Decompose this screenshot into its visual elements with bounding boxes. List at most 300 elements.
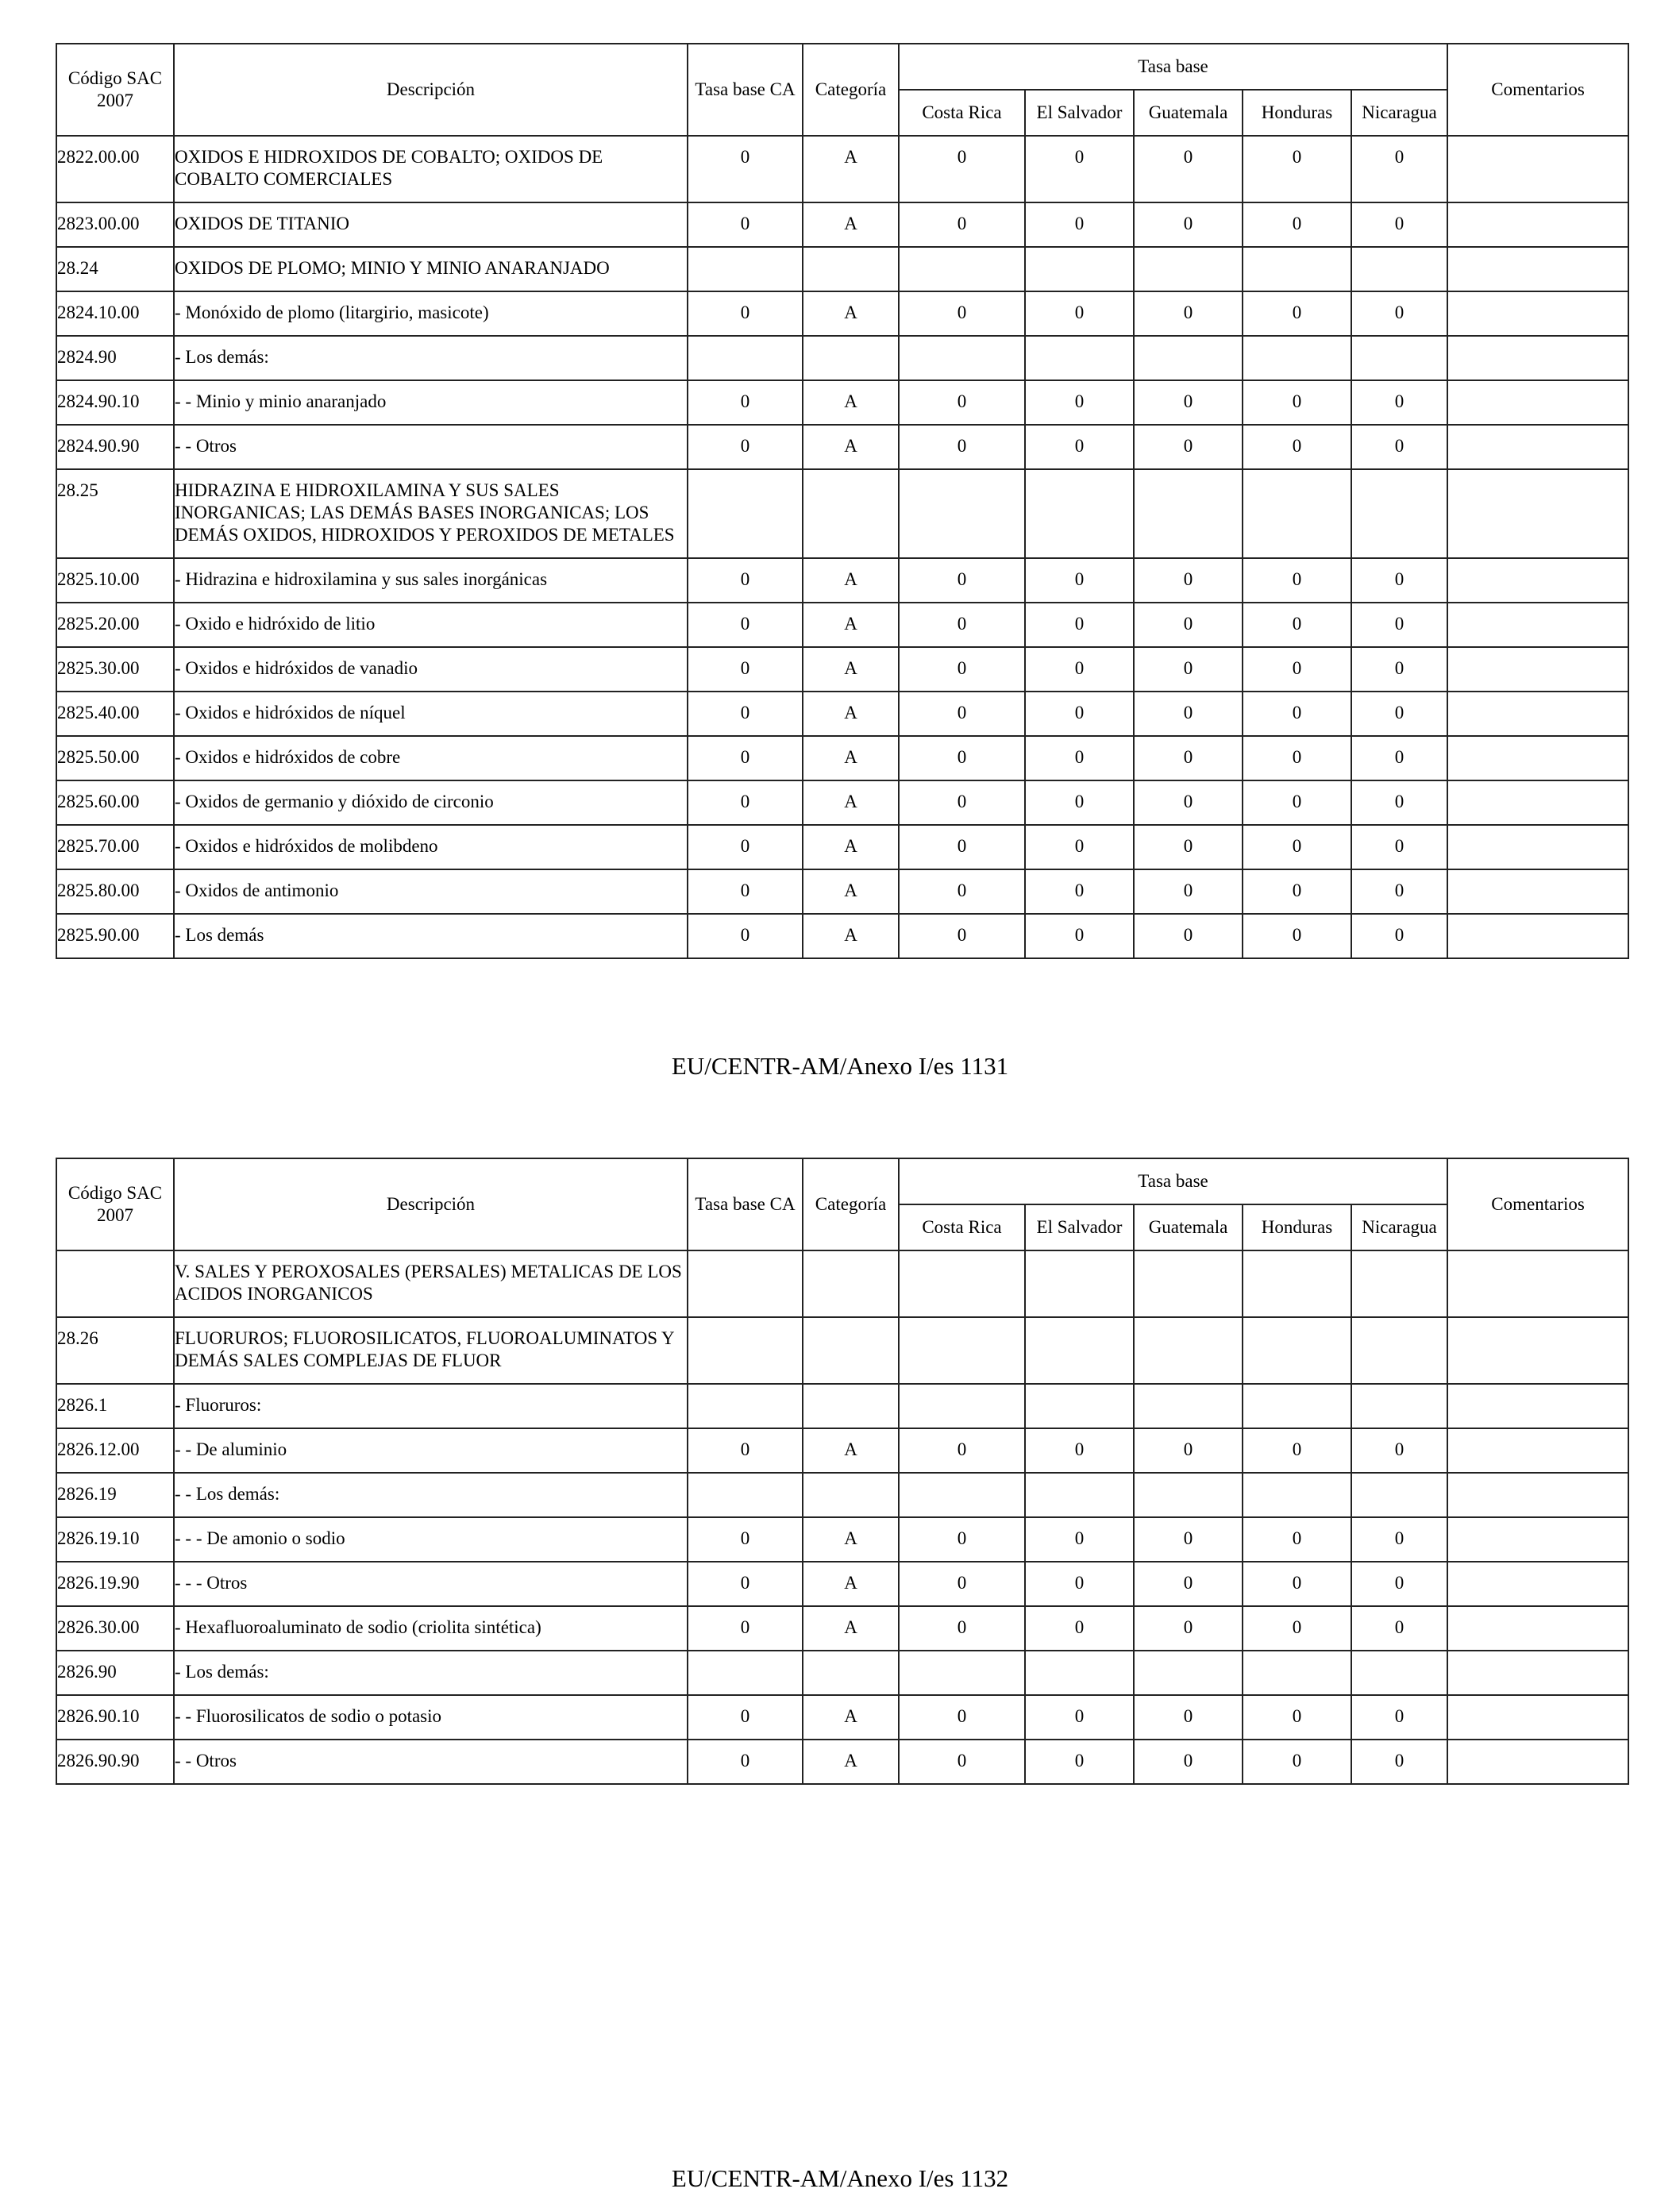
cell-nicaragua: 0	[1351, 692, 1447, 736]
cell-descripcion: - - De aluminio	[174, 1428, 688, 1473]
cell-guatemala: 0	[1134, 780, 1243, 825]
header-comentarios: Comentarios	[1447, 44, 1628, 136]
cell-honduras: 0	[1243, 380, 1351, 425]
cell-tasa-base-ca: 0	[688, 825, 803, 869]
table-row	[56, 425, 1628, 469]
cell-descripcion: V. SALES Y PEROXOSALES (PERSALES) METALICAS DE LOS ACIDOS INORGANICOS	[174, 1250, 688, 1317]
cell-costa-rica	[899, 247, 1025, 291]
header-descripcion: Descripción	[174, 1158, 688, 1250]
cell-costa-rica: 0	[899, 1740, 1025, 1784]
cell-comentarios	[1447, 1428, 1628, 1473]
header-codigo: Código SAC 2007	[56, 44, 174, 136]
cell-descripcion: - - - De amonio o sodio	[174, 1517, 688, 1562]
cell-comentarios	[1447, 647, 1628, 692]
cell-codigo: 2825.30.00	[56, 647, 174, 692]
cell-descripcion: HIDRAZINA E HIDROXILAMINA Y SUS SALES INORGANICAS; LAS DEMÁS BASES INORGANICAS; LOS DEMÁS OXIDOS, HIDROXIDOS Y PEROXIDOS DE METALES	[174, 469, 688, 558]
cell-nicaragua: 0	[1351, 380, 1447, 425]
cell-codigo	[56, 1250, 174, 1317]
cell-costa-rica: 0	[899, 780, 1025, 825]
cell-codigo: 2826.19.90	[56, 1562, 174, 1606]
cell-codigo: 2824.90	[56, 336, 174, 380]
cell-codigo: 2826.90.10	[56, 1695, 174, 1740]
tariff-table-2	[56, 1158, 1629, 1785]
cell-codigo: 2825.90.00	[56, 914, 174, 958]
cell-costa-rica	[899, 469, 1025, 558]
cell-descripcion: FLUORUROS; FLUOROSILICATOS, FLUOROALUMINATOS Y DEMÁS SALES COMPLEJAS DE FLUOR	[174, 1317, 688, 1384]
cell-nicaragua	[1351, 1384, 1447, 1428]
cell-categoria: A	[803, 647, 899, 692]
cell-honduras: 0	[1243, 202, 1351, 247]
cell-codigo: 2824.90.10	[56, 380, 174, 425]
cell-descripcion: - Oxidos e hidróxidos de vanadio	[174, 647, 688, 692]
header-categoria: Categoría	[803, 1158, 899, 1250]
cell-honduras: 0	[1243, 1695, 1351, 1740]
cell-el-salvador: 0	[1025, 1428, 1134, 1473]
cell-nicaragua	[1351, 1317, 1447, 1384]
cell-el-salvador: 0	[1025, 1562, 1134, 1606]
cell-nicaragua: 0	[1351, 825, 1447, 869]
cell-tasa-base-ca: 0	[688, 425, 803, 469]
cell-codigo: 2825.10.00	[56, 558, 174, 603]
header-comentarios: Comentarios	[1447, 1158, 1628, 1250]
cell-el-salvador: 0	[1025, 780, 1134, 825]
cell-descripcion: - - Otros	[174, 425, 688, 469]
cell-descripcion: - - Fluorosilicatos de sodio o potasio	[174, 1695, 688, 1740]
cell-el-salvador: 0	[1025, 1606, 1134, 1651]
cell-nicaragua: 0	[1351, 603, 1447, 647]
cell-guatemala: 0	[1134, 558, 1243, 603]
cell-costa-rica	[899, 336, 1025, 380]
cell-costa-rica: 0	[899, 869, 1025, 914]
cell-el-salvador: 0	[1025, 1695, 1134, 1740]
cell-descripcion: - Oxidos e hidróxidos de molibdeno	[174, 825, 688, 869]
cell-tasa-base-ca: 0	[688, 1517, 803, 1562]
cell-guatemala: 0	[1134, 1562, 1243, 1606]
cell-el-salvador	[1025, 1384, 1134, 1428]
cell-categoria: A	[803, 202, 899, 247]
cell-honduras: 0	[1243, 291, 1351, 336]
cell-codigo: 2826.19	[56, 1473, 174, 1517]
cell-nicaragua: 0	[1351, 1517, 1447, 1562]
cell-el-salvador: 0	[1025, 558, 1134, 603]
cell-comentarios	[1447, 336, 1628, 380]
cell-nicaragua: 0	[1351, 647, 1447, 692]
cell-categoria	[803, 247, 899, 291]
cell-tasa-base-ca: 0	[688, 1428, 803, 1473]
cell-guatemala	[1134, 1473, 1243, 1517]
table-row	[56, 1250, 1628, 1317]
cell-comentarios	[1447, 914, 1628, 958]
table-row	[56, 1740, 1628, 1784]
header-el-salvador: El Salvador	[1025, 90, 1134, 136]
cell-el-salvador: 0	[1025, 136, 1134, 202]
cell-codigo: 2825.60.00	[56, 780, 174, 825]
cell-honduras	[1243, 336, 1351, 380]
cell-descripcion: - Fluoruros:	[174, 1384, 688, 1428]
cell-tasa-base-ca: 0	[688, 647, 803, 692]
cell-codigo: 28.24	[56, 247, 174, 291]
header-costa-rica: Costa Rica	[899, 1204, 1025, 1250]
cell-el-salvador: 0	[1025, 869, 1134, 914]
cell-guatemala	[1134, 1317, 1243, 1384]
cell-tasa-base-ca: 0	[688, 1562, 803, 1606]
cell-nicaragua: 0	[1351, 291, 1447, 336]
cell-guatemala: 0	[1134, 692, 1243, 736]
table-row	[56, 380, 1628, 425]
cell-descripcion: - Hidrazina e hidroxilamina y sus sales inorgánicas	[174, 558, 688, 603]
cell-el-salvador: 0	[1025, 1740, 1134, 1784]
cell-comentarios	[1447, 1606, 1628, 1651]
cell-tasa-base-ca: 0	[688, 1606, 803, 1651]
cell-comentarios	[1447, 1562, 1628, 1606]
cell-guatemala: 0	[1134, 1428, 1243, 1473]
cell-categoria	[803, 336, 899, 380]
cell-codigo: 2826.30.00	[56, 1606, 174, 1651]
cell-categoria	[803, 1651, 899, 1695]
cell-descripcion: - - Los demás:	[174, 1473, 688, 1517]
cell-descripcion: - Oxidos de antimonio	[174, 869, 688, 914]
table-row	[56, 869, 1628, 914]
cell-el-salvador: 0	[1025, 736, 1134, 780]
table-row	[56, 336, 1628, 380]
table-row	[56, 1317, 1628, 1384]
cell-categoria	[803, 1317, 899, 1384]
cell-nicaragua: 0	[1351, 780, 1447, 825]
cell-codigo: 2826.90	[56, 1651, 174, 1695]
cell-descripcion: OXIDOS E HIDROXIDOS DE COBALTO; OXIDOS DE COBALTO COMERCIALES	[174, 136, 688, 202]
cell-el-salvador	[1025, 247, 1134, 291]
cell-codigo: 2825.80.00	[56, 869, 174, 914]
table-row	[56, 692, 1628, 736]
cell-categoria: A	[803, 914, 899, 958]
cell-nicaragua: 0	[1351, 558, 1447, 603]
cell-categoria: A	[803, 825, 899, 869]
cell-comentarios	[1447, 469, 1628, 558]
cell-categoria: A	[803, 869, 899, 914]
table-row	[56, 1651, 1628, 1695]
cell-guatemala: 0	[1134, 736, 1243, 780]
table-row	[56, 647, 1628, 692]
cell-tasa-base-ca: 0	[688, 1740, 803, 1784]
cell-guatemala: 0	[1134, 1740, 1243, 1784]
cell-descripcion: - Los demás:	[174, 1651, 688, 1695]
cell-guatemala: 0	[1134, 1695, 1243, 1740]
cell-guatemala	[1134, 1250, 1243, 1317]
cell-tasa-base-ca	[688, 336, 803, 380]
cell-tasa-base-ca	[688, 247, 803, 291]
cell-descripcion: - Los demás	[174, 914, 688, 958]
table-row	[56, 291, 1628, 336]
cell-codigo: 2825.20.00	[56, 603, 174, 647]
cell-categoria	[803, 469, 899, 558]
cell-comentarios	[1447, 1473, 1628, 1517]
cell-costa-rica	[899, 1384, 1025, 1428]
header-costa-rica: Costa Rica	[899, 90, 1025, 136]
cell-nicaragua: 0	[1351, 1695, 1447, 1740]
cell-el-salvador: 0	[1025, 603, 1134, 647]
cell-categoria: A	[803, 780, 899, 825]
cell-guatemala	[1134, 1384, 1243, 1428]
cell-honduras	[1243, 1250, 1351, 1317]
cell-categoria	[803, 1250, 899, 1317]
cell-comentarios	[1447, 1651, 1628, 1695]
table-body-1	[56, 136, 1628, 958]
cell-descripcion: OXIDOS DE PLOMO; MINIO Y MINIO ANARANJADO	[174, 247, 688, 291]
header-nicaragua: Nicaragua	[1351, 90, 1447, 136]
header-el-salvador: El Salvador	[1025, 1204, 1134, 1250]
table-body-2	[56, 1250, 1628, 1784]
cell-honduras: 0	[1243, 780, 1351, 825]
cell-nicaragua	[1351, 1651, 1447, 1695]
header-tasa-base: Tasa base	[899, 1158, 1447, 1204]
cell-honduras: 0	[1243, 425, 1351, 469]
cell-comentarios	[1447, 780, 1628, 825]
cell-honduras: 0	[1243, 603, 1351, 647]
cell-categoria: A	[803, 558, 899, 603]
cell-tasa-base-ca: 0	[688, 136, 803, 202]
cell-tasa-base-ca	[688, 1250, 803, 1317]
cell-el-salvador	[1025, 336, 1134, 380]
cell-descripcion: - Los demás:	[174, 336, 688, 380]
cell-categoria	[803, 1384, 899, 1428]
cell-categoria: A	[803, 603, 899, 647]
table-row	[56, 780, 1628, 825]
cell-categoria: A	[803, 1428, 899, 1473]
cell-categoria: A	[803, 736, 899, 780]
cell-el-salvador: 0	[1025, 425, 1134, 469]
cell-costa-rica: 0	[899, 291, 1025, 336]
cell-tasa-base-ca: 0	[688, 202, 803, 247]
cell-honduras: 0	[1243, 1740, 1351, 1784]
cell-comentarios	[1447, 1250, 1628, 1317]
table-row	[56, 247, 1628, 291]
header-nicaragua: Nicaragua	[1351, 1204, 1447, 1250]
table-row	[56, 603, 1628, 647]
cell-tasa-base-ca: 0	[688, 914, 803, 958]
cell-categoria: A	[803, 1517, 899, 1562]
table-row	[56, 558, 1628, 603]
table-row	[56, 1606, 1628, 1651]
cell-nicaragua: 0	[1351, 1562, 1447, 1606]
cell-comentarios	[1447, 825, 1628, 869]
cell-nicaragua: 0	[1351, 736, 1447, 780]
cell-descripcion: - Oxido e hidróxido de litio	[174, 603, 688, 647]
table-row	[56, 1473, 1628, 1517]
cell-nicaragua: 0	[1351, 1428, 1447, 1473]
cell-categoria: A	[803, 1740, 899, 1784]
cell-guatemala: 0	[1134, 291, 1243, 336]
cell-honduras	[1243, 1651, 1351, 1695]
cell-honduras: 0	[1243, 914, 1351, 958]
table-row	[56, 1517, 1628, 1562]
cell-categoria	[803, 1473, 899, 1517]
cell-categoria: A	[803, 1606, 899, 1651]
cell-guatemala: 0	[1134, 647, 1243, 692]
cell-codigo: 28.26	[56, 1317, 174, 1384]
page-footer-1131: EU/CENTR-AM/Anexo I/es 1131	[671, 1052, 1009, 1080]
cell-nicaragua: 0	[1351, 136, 1447, 202]
cell-descripcion: - - - Otros	[174, 1562, 688, 1606]
cell-honduras: 0	[1243, 558, 1351, 603]
header-tasa-base: Tasa base	[899, 44, 1447, 90]
cell-honduras: 0	[1243, 1562, 1351, 1606]
cell-nicaragua: 0	[1351, 869, 1447, 914]
cell-guatemala: 0	[1134, 380, 1243, 425]
cell-descripcion: - Oxidos e hidróxidos de níquel	[174, 692, 688, 736]
cell-guatemala: 0	[1134, 914, 1243, 958]
cell-descripcion: - - Minio y minio anaranjado	[174, 380, 688, 425]
cell-guatemala: 0	[1134, 825, 1243, 869]
cell-comentarios	[1447, 1517, 1628, 1562]
cell-comentarios	[1447, 558, 1628, 603]
cell-categoria: A	[803, 380, 899, 425]
cell-honduras: 0	[1243, 736, 1351, 780]
cell-costa-rica: 0	[899, 1606, 1025, 1651]
cell-guatemala	[1134, 1651, 1243, 1695]
cell-costa-rica: 0	[899, 202, 1025, 247]
cell-categoria: A	[803, 291, 899, 336]
cell-tasa-base-ca	[688, 1317, 803, 1384]
tariff-table-block-1	[56, 43, 1628, 959]
cell-nicaragua: 0	[1351, 425, 1447, 469]
cell-el-salvador: 0	[1025, 914, 1134, 958]
cell-comentarios	[1447, 1317, 1628, 1384]
cell-categoria: A	[803, 1562, 899, 1606]
cell-el-salvador	[1025, 1250, 1134, 1317]
header-honduras: Honduras	[1243, 90, 1351, 136]
header-honduras: Honduras	[1243, 1204, 1351, 1250]
cell-tasa-base-ca: 0	[688, 692, 803, 736]
cell-guatemala: 0	[1134, 136, 1243, 202]
cell-costa-rica: 0	[899, 914, 1025, 958]
cell-codigo: 2823.00.00	[56, 202, 174, 247]
cell-costa-rica: 0	[899, 1695, 1025, 1740]
cell-tasa-base-ca: 0	[688, 1695, 803, 1740]
cell-nicaragua: 0	[1351, 1606, 1447, 1651]
cell-comentarios	[1447, 1384, 1628, 1428]
cell-tasa-base-ca: 0	[688, 780, 803, 825]
cell-honduras: 0	[1243, 1517, 1351, 1562]
cell-honduras: 0	[1243, 869, 1351, 914]
cell-costa-rica: 0	[899, 380, 1025, 425]
table-row	[56, 1562, 1628, 1606]
cell-el-salvador: 0	[1025, 692, 1134, 736]
cell-codigo: 2825.50.00	[56, 736, 174, 780]
cell-nicaragua	[1351, 469, 1447, 558]
cell-codigo: 28.25	[56, 469, 174, 558]
cell-codigo: 2826.90.90	[56, 1740, 174, 1784]
cell-el-salvador	[1025, 1473, 1134, 1517]
cell-comentarios	[1447, 692, 1628, 736]
cell-codigo: 2824.90.90	[56, 425, 174, 469]
header-descripcion: Descripción	[174, 44, 688, 136]
cell-honduras: 0	[1243, 647, 1351, 692]
cell-guatemala	[1134, 247, 1243, 291]
cell-costa-rica	[899, 1317, 1025, 1384]
cell-costa-rica	[899, 1250, 1025, 1317]
cell-comentarios	[1447, 380, 1628, 425]
cell-el-salvador: 0	[1025, 380, 1134, 425]
cell-comentarios	[1447, 1695, 1628, 1740]
table-row	[56, 1428, 1628, 1473]
cell-honduras: 0	[1243, 1606, 1351, 1651]
cell-el-salvador: 0	[1025, 825, 1134, 869]
cell-costa-rica	[899, 1473, 1025, 1517]
cell-costa-rica: 0	[899, 1428, 1025, 1473]
tariff-table-block-2	[56, 1158, 1628, 1785]
cell-el-salvador	[1025, 1317, 1134, 1384]
cell-costa-rica: 0	[899, 603, 1025, 647]
cell-comentarios	[1447, 291, 1628, 336]
table-row	[56, 136, 1628, 202]
cell-descripcion: - Oxidos e hidróxidos de cobre	[174, 736, 688, 780]
cell-guatemala	[1134, 469, 1243, 558]
cell-costa-rica: 0	[899, 136, 1025, 202]
cell-el-salvador: 0	[1025, 647, 1134, 692]
cell-nicaragua: 0	[1351, 202, 1447, 247]
cell-costa-rica: 0	[899, 647, 1025, 692]
cell-honduras: 0	[1243, 825, 1351, 869]
cell-honduras	[1243, 1317, 1351, 1384]
cell-tasa-base-ca: 0	[688, 869, 803, 914]
cell-costa-rica: 0	[899, 1517, 1025, 1562]
tariff-table-1	[56, 43, 1629, 959]
cell-nicaragua	[1351, 1250, 1447, 1317]
cell-nicaragua: 0	[1351, 914, 1447, 958]
table-row	[56, 469, 1628, 558]
cell-comentarios	[1447, 1740, 1628, 1784]
cell-comentarios	[1447, 869, 1628, 914]
cell-honduras	[1243, 1384, 1351, 1428]
cell-comentarios	[1447, 736, 1628, 780]
cell-tasa-base-ca: 0	[688, 558, 803, 603]
cell-tasa-base-ca	[688, 1473, 803, 1517]
cell-tasa-base-ca	[688, 1384, 803, 1428]
cell-guatemala: 0	[1134, 1517, 1243, 1562]
cell-nicaragua	[1351, 1473, 1447, 1517]
cell-costa-rica: 0	[899, 825, 1025, 869]
cell-guatemala: 0	[1134, 1606, 1243, 1651]
cell-descripcion: - Oxidos de germanio y dióxido de circonio	[174, 780, 688, 825]
header-tasa-base-ca: Tasa base CA	[688, 44, 803, 136]
cell-comentarios	[1447, 425, 1628, 469]
header-tasa-base-ca: Tasa base CA	[688, 1158, 803, 1250]
cell-guatemala: 0	[1134, 603, 1243, 647]
cell-comentarios	[1447, 202, 1628, 247]
cell-tasa-base-ca: 0	[688, 291, 803, 336]
cell-guatemala: 0	[1134, 425, 1243, 469]
cell-comentarios	[1447, 603, 1628, 647]
cell-descripcion: - Hexafluoroaluminato de sodio (criolita sintética)	[174, 1606, 688, 1651]
cell-guatemala	[1134, 336, 1243, 380]
cell-codigo: 2825.40.00	[56, 692, 174, 736]
cell-descripcion: OXIDOS DE TITANIO	[174, 202, 688, 247]
cell-guatemala: 0	[1134, 869, 1243, 914]
cell-el-salvador: 0	[1025, 291, 1134, 336]
cell-honduras	[1243, 1473, 1351, 1517]
cell-costa-rica: 0	[899, 425, 1025, 469]
cell-categoria: A	[803, 1695, 899, 1740]
cell-honduras: 0	[1243, 692, 1351, 736]
cell-codigo: 2824.10.00	[56, 291, 174, 336]
table-row	[56, 202, 1628, 247]
cell-honduras	[1243, 247, 1351, 291]
cell-codigo: 2822.00.00	[56, 136, 174, 202]
cell-codigo: 2826.1	[56, 1384, 174, 1428]
cell-tasa-base-ca: 0	[688, 603, 803, 647]
cell-codigo: 2826.19.10	[56, 1517, 174, 1562]
cell-comentarios	[1447, 136, 1628, 202]
